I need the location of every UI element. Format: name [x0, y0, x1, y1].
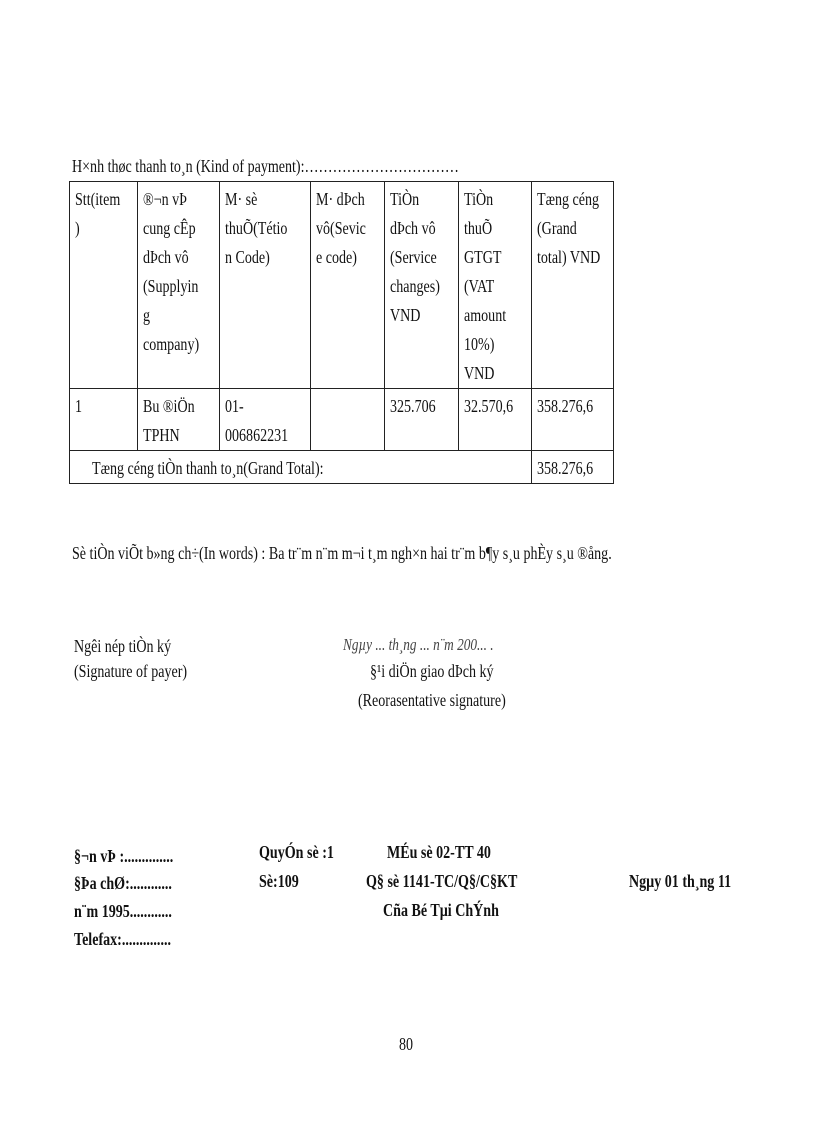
header-cell: M· sè thuÕ(Tétio n Code)	[219, 182, 310, 389]
header-cell: M· dÞch vô(Sevic e code)	[310, 182, 384, 389]
table-cell: 325.706	[384, 389, 458, 451]
table-header-row	[70, 182, 614, 389]
header-cell: TiÒn thuÕ GTGT (VAT amount 10%) VND	[458, 182, 531, 389]
table-cell: 358.276,6	[531, 389, 613, 451]
footer-form-number: MÉu sè 02-TT 40	[387, 842, 491, 862]
representative-signature-label: §¹i diÖn giao dÞch ký	[370, 661, 494, 681]
footer-date: Ngµy 01 th¸ng 11	[629, 871, 732, 891]
payer-signature-label: Ngêi nép tiÒn ký	[74, 636, 172, 656]
payer-signature-label-en: (Signature of payer)	[74, 661, 188, 681]
payer-signature-block	[74, 634, 187, 684]
footer-serial-number: Sè:109	[259, 871, 299, 891]
header-cell: Tæng céng (Grand total) VND	[531, 182, 613, 389]
header-cell: Stt(item )	[70, 182, 138, 389]
footer-ministry: Cña Bé Tµi ChÝnh	[383, 900, 499, 920]
date-line: Ngµy ... th¸ng ... n¨m 200... .	[343, 635, 494, 654]
page-number: 80	[399, 1034, 414, 1054]
table-total-row	[70, 451, 614, 484]
footer-telefax: Telefax:..............	[74, 929, 171, 949]
footer-address: §Þa chØ:............	[74, 873, 172, 893]
header-cell: TiÒn dÞch vô (Service changes) VND	[384, 182, 458, 389]
grand-total-label: Tæng céng tiÒn thanh to¸n(Grand Total):	[70, 451, 532, 484]
table-cell: 1	[70, 389, 138, 451]
table-row	[70, 389, 614, 451]
table-cell: Bu ®iÖn TPHN	[138, 389, 220, 451]
table-cell	[310, 389, 384, 451]
footer-book-number: QuyÓn sè :1	[259, 842, 334, 862]
payment-kind-line: H×nh thøc thanh to¸n (Kind of payment):……………………………	[72, 156, 459, 176]
amount-in-words: Sè tiÒn viÕt b»ng ch÷(In words) : Ba tr¨m n¨m m¬i t¸m ngh×n hai tr¨m b¶y s¸u phÈy s¸u ®ång.	[72, 543, 612, 563]
footer-unit: §¬n vÞ :..............	[74, 846, 174, 866]
invoice-table	[69, 181, 614, 484]
footer-year: n¨m 1995............	[74, 901, 172, 921]
footer-decision: Q§ sè 1141-TC/Q§/C§KT	[366, 871, 518, 891]
representative-signature-label-en: (Reorasentative signature)	[358, 690, 506, 710]
table-cell: 01- 006862231	[219, 389, 310, 451]
header-cell: ®¬n vÞ cung cÊp dÞch vô (Supplyin g company)	[138, 182, 220, 389]
table-cell: 32.570,6	[458, 389, 531, 451]
grand-total-value: 358.276,6	[531, 451, 613, 484]
